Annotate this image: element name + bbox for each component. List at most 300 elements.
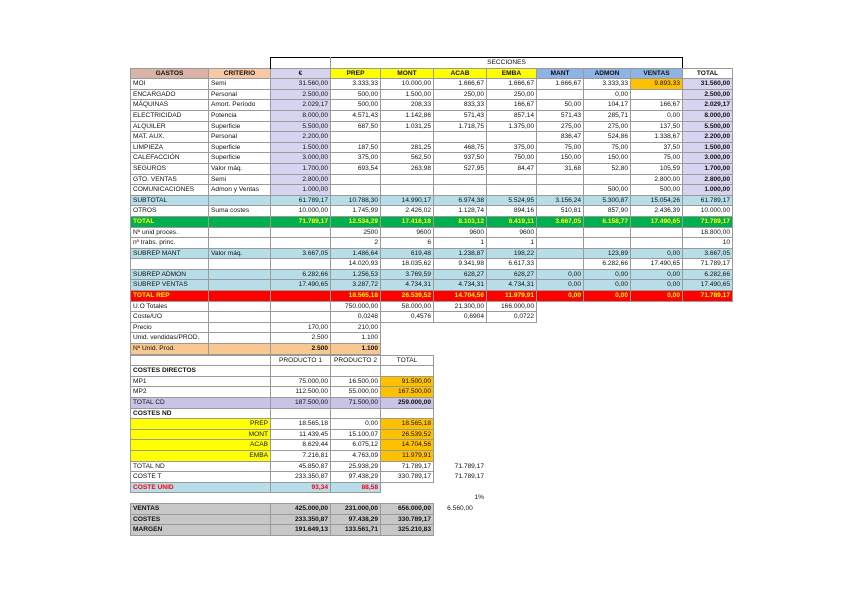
cell: 31.560,00 bbox=[271, 79, 331, 90]
cell bbox=[537, 259, 584, 270]
cell bbox=[537, 238, 584, 249]
cell: 3.769,59 bbox=[381, 269, 434, 280]
cell: 3.333,33 bbox=[584, 79, 631, 90]
cell: nº trabs. princ. bbox=[131, 238, 209, 249]
cell: 18.800,00 bbox=[683, 227, 733, 238]
cell: 1 bbox=[434, 238, 487, 249]
cell bbox=[271, 238, 331, 249]
pct-label: 1% bbox=[474, 494, 484, 502]
cell bbox=[487, 132, 537, 143]
cell: 97.438,29 bbox=[331, 514, 381, 525]
cell: CALEFACCIÓN bbox=[131, 153, 209, 164]
total-nd-row bbox=[131, 461, 487, 472]
cell: 104,17 bbox=[584, 100, 631, 111]
cell: 2 bbox=[331, 238, 381, 249]
cell: 0,00 bbox=[584, 269, 631, 280]
cell: Superficie bbox=[209, 121, 271, 132]
ntrabs-row bbox=[131, 238, 733, 249]
uo-totales-row bbox=[131, 301, 733, 312]
cell: 1.100 bbox=[331, 333, 381, 344]
product-rows bbox=[131, 355, 487, 535]
cell: 16.500,00 bbox=[331, 376, 381, 387]
cell bbox=[434, 132, 487, 143]
cell: 233.350,87 bbox=[271, 472, 331, 483]
cell: 71.500,00 bbox=[331, 398, 381, 409]
cell: 6.974,38 bbox=[434, 195, 487, 206]
table-row bbox=[131, 89, 733, 100]
cell: 4.763,09 bbox=[331, 450, 381, 461]
precio-row bbox=[131, 322, 733, 333]
cell: 330.789,17 bbox=[381, 514, 434, 525]
cell: Personal bbox=[209, 89, 271, 100]
cell bbox=[209, 301, 271, 312]
spreadsheet bbox=[130, 57, 733, 536]
cell: 0,00 bbox=[631, 269, 683, 280]
cell: 61.789,17 bbox=[271, 195, 331, 206]
cell: ALQUILER bbox=[131, 121, 209, 132]
cell: 11.979,91 bbox=[381, 450, 434, 461]
cell: MP1 bbox=[131, 376, 271, 387]
product-table bbox=[130, 355, 487, 536]
mp1-row bbox=[131, 376, 487, 387]
costes-nd-label: COSTES ND bbox=[131, 408, 271, 419]
cell: 1.338,67 bbox=[631, 132, 683, 143]
cell: 375,00 bbox=[331, 153, 381, 164]
cell: 325.210,83 bbox=[381, 525, 434, 536]
cell: 4.734,31 bbox=[487, 280, 537, 291]
cell: 4.734,31 bbox=[381, 280, 434, 291]
cell: 166,67 bbox=[487, 100, 537, 111]
costes-nd-row bbox=[131, 408, 487, 419]
cell: 0,00 bbox=[584, 280, 631, 291]
cell bbox=[537, 185, 584, 196]
cell: 71.789,17 bbox=[683, 291, 733, 302]
cell bbox=[209, 333, 271, 344]
cell: 500,00 bbox=[584, 185, 631, 196]
cell bbox=[209, 291, 271, 302]
cell: TOTAL bbox=[131, 216, 209, 227]
cell: 10.000,00 bbox=[683, 206, 733, 217]
table-row bbox=[131, 174, 733, 185]
cell: 9600 bbox=[381, 227, 434, 238]
cell: Suma costes bbox=[209, 206, 271, 217]
cell: 628,27 bbox=[434, 269, 487, 280]
cell: 1.256,53 bbox=[331, 269, 381, 280]
col-criterio: CRITERIO bbox=[209, 68, 271, 79]
cell: 1.000,00 bbox=[271, 185, 331, 196]
cell: 26.539,52 bbox=[381, 291, 434, 302]
cell: 6.158,77 bbox=[584, 216, 631, 227]
cell bbox=[434, 174, 487, 185]
cell: 5.300,87 bbox=[584, 195, 631, 206]
cell: 6.419,11 bbox=[487, 216, 537, 227]
cell: 2500 bbox=[331, 227, 381, 238]
total-cd-row bbox=[131, 398, 487, 409]
cell: 31.560,00 bbox=[683, 79, 733, 90]
cell: 693,54 bbox=[331, 163, 381, 174]
cell: 1.375,00 bbox=[487, 121, 537, 132]
cell: Potencia bbox=[209, 110, 271, 121]
cell: 281,25 bbox=[381, 142, 434, 153]
cell: MARGEN bbox=[131, 525, 271, 536]
cell: 259.000,00 bbox=[381, 398, 434, 409]
cell: 71.789,17 bbox=[454, 462, 484, 470]
cell: 10.000,00 bbox=[271, 206, 331, 217]
cell: 17.490,65 bbox=[683, 280, 733, 291]
cell: 425.000,00 bbox=[271, 503, 331, 514]
cell bbox=[331, 132, 381, 143]
cell: 2.500,00 bbox=[683, 89, 733, 100]
cell: 71.789,17 bbox=[381, 461, 434, 472]
cell: 833,33 bbox=[434, 100, 487, 111]
cell: 0,0722 bbox=[487, 312, 537, 323]
cell: 6.282,66 bbox=[584, 259, 631, 270]
coste-uo-row bbox=[131, 312, 733, 323]
cell: 3.000,00 bbox=[271, 153, 331, 164]
cell bbox=[537, 174, 584, 185]
header-row bbox=[131, 68, 733, 79]
cell: Superficie bbox=[209, 153, 271, 164]
cell: 52,80 bbox=[584, 163, 631, 174]
cell: 18.565,18 bbox=[331, 291, 381, 302]
n-unid-prod-row bbox=[131, 344, 733, 355]
cell: 6.560,00 bbox=[447, 504, 473, 512]
cell bbox=[209, 216, 271, 227]
cell: Coste/UO bbox=[131, 312, 209, 323]
nunid-row bbox=[131, 227, 733, 238]
cell: 275,00 bbox=[537, 121, 584, 132]
cell: Unid. vendidas/PROD. bbox=[131, 333, 209, 344]
cell: 562,50 bbox=[381, 153, 434, 164]
cell: VENTAS bbox=[131, 503, 271, 514]
cell: MÁQUINAS bbox=[131, 100, 209, 111]
cell: 2.800,00 bbox=[683, 174, 733, 185]
cell: 628,27 bbox=[487, 269, 537, 280]
cell: 11.439,45 bbox=[271, 429, 331, 440]
cell: 2.200,00 bbox=[683, 132, 733, 143]
cell: SUBREP ADMON bbox=[131, 269, 209, 280]
cell: 45.850,87 bbox=[271, 461, 331, 472]
cell: 3.000,00 bbox=[683, 153, 733, 164]
cell: 6.617,33 bbox=[487, 259, 537, 270]
cell bbox=[331, 185, 381, 196]
cell: 2.500 bbox=[271, 344, 331, 355]
cell: Nº Unid. Prod. bbox=[131, 344, 209, 355]
cell bbox=[487, 174, 537, 185]
cell: SEGUROS bbox=[131, 163, 209, 174]
cell bbox=[331, 174, 381, 185]
cell bbox=[131, 259, 209, 270]
nd-row bbox=[131, 429, 487, 440]
cell: 836,47 bbox=[537, 132, 584, 143]
cell: 198,22 bbox=[487, 248, 537, 259]
cell: 93,34 bbox=[271, 482, 331, 493]
cell: 250,00 bbox=[487, 89, 537, 100]
lower-header-row bbox=[131, 355, 487, 366]
cell: 9600 bbox=[487, 227, 537, 238]
cell bbox=[271, 259, 331, 270]
cell: 7.216,81 bbox=[271, 450, 331, 461]
cell bbox=[584, 238, 631, 249]
col-mant: MANT bbox=[537, 68, 584, 79]
cell: 26.539,52 bbox=[381, 429, 434, 440]
col-acab: ACAB bbox=[434, 68, 487, 79]
cell: 2.436,39 bbox=[631, 206, 683, 217]
cell bbox=[487, 185, 537, 196]
cell: 857,14 bbox=[487, 110, 537, 121]
cell: PREP bbox=[131, 419, 271, 430]
col-gastos: GASTOS bbox=[131, 68, 209, 79]
cell bbox=[584, 227, 631, 238]
col-total: TOTAL bbox=[683, 68, 733, 79]
cell: 510,81 bbox=[537, 206, 584, 217]
cell: 0,00 bbox=[631, 291, 683, 302]
cell: 97.438,29 bbox=[331, 472, 381, 483]
cell: 17.490,65 bbox=[631, 216, 683, 227]
cell bbox=[631, 227, 683, 238]
table-row bbox=[131, 153, 733, 164]
ventas-row bbox=[131, 503, 487, 514]
total-rep-row bbox=[131, 291, 733, 302]
cell: 500,00 bbox=[331, 100, 381, 111]
cell: 3.333,33 bbox=[331, 79, 381, 90]
cell: 894,16 bbox=[487, 206, 537, 217]
table-row bbox=[131, 79, 733, 90]
col-ventas: VENTAS bbox=[631, 68, 683, 79]
cell: 10 bbox=[683, 238, 733, 249]
cell: 191.649,13 bbox=[271, 525, 331, 536]
product2-header: PRODUCTO 2 bbox=[331, 355, 381, 366]
cell: 1.100 bbox=[331, 344, 381, 355]
cell: Valor máq. bbox=[209, 248, 271, 259]
cell bbox=[209, 322, 271, 333]
table-row bbox=[131, 100, 733, 111]
cell: 0,00 bbox=[331, 419, 381, 430]
cell: Nº unid proces. bbox=[131, 227, 209, 238]
cell: COSTE UNID bbox=[131, 482, 271, 493]
cell bbox=[209, 280, 271, 291]
cell: COSTES bbox=[131, 514, 271, 525]
cell: 37,50 bbox=[631, 142, 683, 153]
cell bbox=[209, 259, 271, 270]
cell bbox=[209, 312, 271, 323]
cell: 1.666,67 bbox=[537, 79, 584, 90]
col-euro: € bbox=[271, 68, 331, 79]
cell: 233.350,87 bbox=[271, 514, 331, 525]
calc-rows bbox=[131, 195, 733, 354]
cell: 71.789,17 bbox=[271, 216, 331, 227]
cell: MAT. AUX. bbox=[131, 132, 209, 143]
cell: 75,00 bbox=[584, 142, 631, 153]
cell: 937,50 bbox=[434, 153, 487, 164]
cell: 1.700,00 bbox=[271, 163, 331, 174]
cell: 571,43 bbox=[537, 110, 584, 121]
cell: 2.029,17 bbox=[683, 100, 733, 111]
cell: 166.000,00 bbox=[487, 301, 537, 312]
cell bbox=[209, 227, 271, 238]
cell: 527,95 bbox=[434, 163, 487, 174]
cell: 5.500,00 bbox=[271, 121, 331, 132]
cell: 3.156,24 bbox=[537, 195, 584, 206]
col-emba: EMBA bbox=[487, 68, 537, 79]
cell bbox=[631, 89, 683, 100]
cell: 84,47 bbox=[487, 163, 537, 174]
cell: MONT bbox=[131, 429, 271, 440]
main-table bbox=[130, 57, 733, 355]
cell bbox=[209, 238, 271, 249]
cell: 75,00 bbox=[631, 153, 683, 164]
cell: 187.500,00 bbox=[271, 398, 331, 409]
cell: 3.667,05 bbox=[271, 248, 331, 259]
cell: Semi bbox=[209, 79, 271, 90]
cell: LIMPIEZA bbox=[131, 142, 209, 153]
cell: 17.490,65 bbox=[631, 259, 683, 270]
cell: 1.718,75 bbox=[434, 121, 487, 132]
table-row bbox=[131, 110, 733, 121]
total-row-row bbox=[131, 216, 733, 227]
cell: 263,98 bbox=[381, 163, 434, 174]
cell: 3.287,72 bbox=[331, 280, 381, 291]
cell: 6.075,12 bbox=[331, 440, 381, 451]
nd-row bbox=[131, 419, 487, 430]
cell: 17.490,65 bbox=[271, 280, 331, 291]
cell: TOTAL ND bbox=[131, 461, 271, 472]
cell: TOTAL CD bbox=[131, 398, 271, 409]
gasto-rows bbox=[131, 79, 733, 196]
cell: 1.500,00 bbox=[381, 89, 434, 100]
cell: 170,00 bbox=[271, 322, 331, 333]
cell: 0,00 bbox=[631, 110, 683, 121]
subrep-mant-row bbox=[131, 248, 733, 259]
cell: 5.524,95 bbox=[487, 195, 537, 206]
cell: 1.500,00 bbox=[683, 142, 733, 153]
cell: 9.341,98 bbox=[434, 259, 487, 270]
nd-row bbox=[131, 440, 487, 451]
cell: 687,50 bbox=[331, 121, 381, 132]
col-admon: ADMON bbox=[584, 68, 631, 79]
cell: 524,86 bbox=[584, 132, 631, 143]
cell bbox=[631, 238, 683, 249]
cell: MOI bbox=[131, 79, 209, 90]
cell: GTO. VENTAS bbox=[131, 174, 209, 185]
cell: 166,67 bbox=[631, 100, 683, 111]
cell: 0,00 bbox=[537, 280, 584, 291]
cell: 88,58 bbox=[331, 482, 381, 493]
cell bbox=[537, 248, 584, 259]
cell: 75,00 bbox=[537, 142, 584, 153]
cell: 500,00 bbox=[331, 89, 381, 100]
cell: 750.000,00 bbox=[331, 301, 381, 312]
cell: 31,68 bbox=[537, 163, 584, 174]
table-row bbox=[131, 163, 733, 174]
cell: 250,00 bbox=[434, 89, 487, 100]
cell: 58.000,00 bbox=[381, 301, 434, 312]
secciones-row bbox=[131, 58, 733, 69]
cell: COMUNICACIONES bbox=[131, 185, 209, 196]
cell: ACAB bbox=[131, 440, 271, 451]
cell: 2.800,00 bbox=[631, 174, 683, 185]
cell bbox=[271, 227, 331, 238]
margen-row bbox=[131, 525, 487, 536]
cell bbox=[271, 291, 331, 302]
cell: Personal bbox=[209, 132, 271, 143]
cell: 21.300,00 bbox=[434, 301, 487, 312]
cell: 10.000,00 bbox=[381, 79, 434, 90]
cell: 8.000,00 bbox=[683, 110, 733, 121]
cell: 11.979,91 bbox=[487, 291, 537, 302]
cell: 2.500 bbox=[271, 333, 331, 344]
product1-header: PRODUCTO 1 bbox=[271, 355, 331, 366]
cell: 0,00 bbox=[584, 89, 631, 100]
secciones-label: SECCIONES bbox=[331, 58, 683, 69]
cell: 1.486,64 bbox=[331, 248, 381, 259]
cell: Valor máq. bbox=[209, 163, 271, 174]
cell: 750,00 bbox=[487, 153, 537, 164]
cell: 231.000,00 bbox=[331, 503, 381, 514]
cell: 1.031,25 bbox=[381, 121, 434, 132]
cell: 2.029,17 bbox=[271, 100, 331, 111]
cell: 8.000,00 bbox=[271, 110, 331, 121]
cell: 0,0248 bbox=[331, 312, 381, 323]
cell bbox=[381, 185, 434, 196]
cell: Semi bbox=[209, 174, 271, 185]
cell: 1.142,86 bbox=[381, 110, 434, 121]
cell: 50,00 bbox=[537, 100, 584, 111]
subtotal-row bbox=[131, 195, 733, 206]
cell: 1.666,67 bbox=[487, 79, 537, 90]
cell: 14.704,56 bbox=[381, 440, 434, 451]
cell: 10.788,30 bbox=[331, 195, 381, 206]
col-mont: MONT bbox=[381, 68, 434, 79]
cell: 3.667,05 bbox=[537, 216, 584, 227]
cell: 18.565,18 bbox=[271, 419, 331, 430]
cell bbox=[584, 174, 631, 185]
otros-row bbox=[131, 206, 733, 217]
subrep-ventas-row bbox=[131, 280, 733, 291]
cell: Amort. Período bbox=[209, 100, 271, 111]
cell: 8.629,44 bbox=[271, 440, 331, 451]
cell: 8.103,12 bbox=[434, 216, 487, 227]
cell: 14.704,56 bbox=[434, 291, 487, 302]
cell bbox=[271, 312, 331, 323]
cell: EMBA bbox=[131, 450, 271, 461]
cell: 1.700,00 bbox=[683, 163, 733, 174]
cell: 1.666,67 bbox=[434, 79, 487, 90]
cell: 210,00 bbox=[331, 322, 381, 333]
cell: MP2 bbox=[131, 387, 271, 398]
total-header: TOTAL bbox=[381, 355, 434, 366]
cell: 0,00 bbox=[537, 291, 584, 302]
mp2-row bbox=[131, 387, 487, 398]
cell: 5.500,00 bbox=[683, 121, 733, 132]
cell: 105,59 bbox=[631, 163, 683, 174]
table-row bbox=[131, 121, 733, 132]
cell bbox=[381, 132, 434, 143]
cell: 857,90 bbox=[584, 206, 631, 217]
subrep-mant2-row bbox=[131, 259, 733, 270]
cell: TOTAL REP bbox=[131, 291, 209, 302]
cell: 0,6904 bbox=[434, 312, 487, 323]
cell bbox=[434, 185, 487, 196]
cell: 0,00 bbox=[631, 248, 683, 259]
cell: 17.416,18 bbox=[381, 216, 434, 227]
cell: 75.000,00 bbox=[271, 376, 331, 387]
cell: OTROS bbox=[131, 206, 209, 217]
costes-directos-label: COSTES DIRECTOS bbox=[131, 366, 271, 377]
cell: 1.745,99 bbox=[331, 206, 381, 217]
cell: Superficie bbox=[209, 142, 271, 153]
cell: Precio bbox=[131, 322, 209, 333]
